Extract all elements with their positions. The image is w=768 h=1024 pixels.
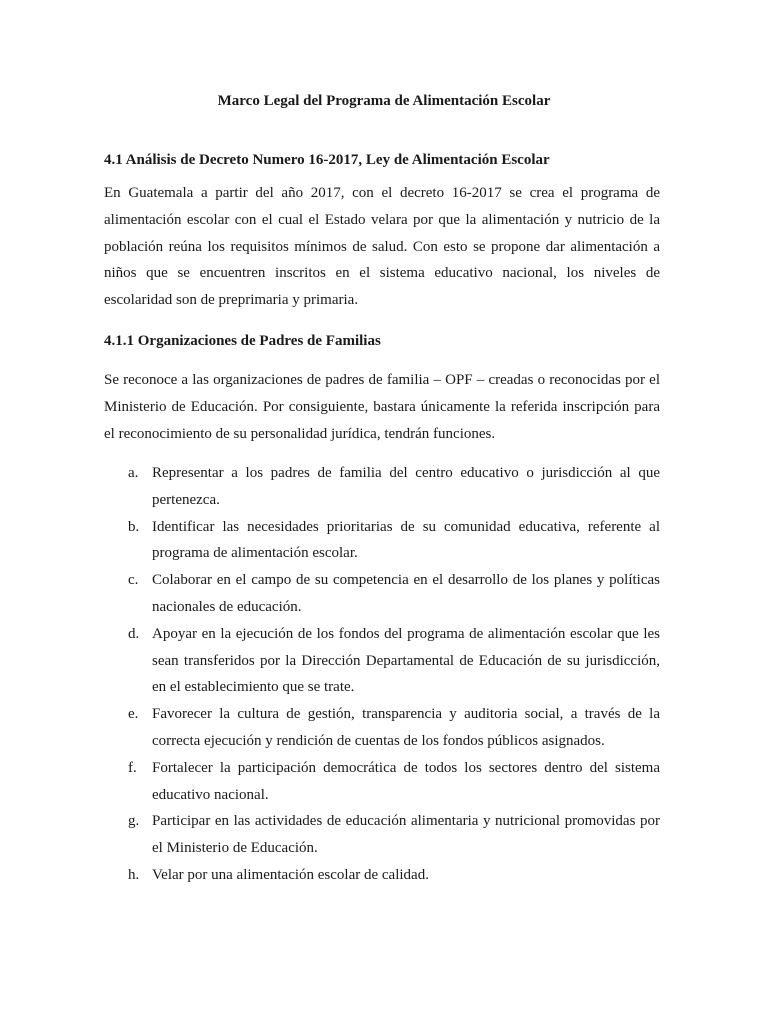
- list-item-text: Apoyar en la ejecución de los fondos del programa de alimentación escolar que les sean transferidos por la Dirección Departamental de Educación de su jurisdicción, en el establecimiento que se trate.: [152, 625, 660, 696]
- list-item: [104, 567, 660, 621]
- list-marker: d.: [128, 625, 140, 642]
- list-marker: a.: [128, 465, 139, 481]
- list-marker: f.: [128, 759, 137, 776]
- list-item: [104, 514, 660, 568]
- list-item: [104, 755, 660, 809]
- list-item: [104, 460, 660, 514]
- list-marker: g.: [128, 813, 140, 830]
- section-4-1-1-paragraph: Se reconoce a las organizaciones de padres de familia – OPF – creadas o reconocidas por el Ministerio de Educación. Por consiguiente, bastara únicamente la referida inscripción para el reconocimiento de su personalidad jurídica, tendrán funciones.: [104, 372, 660, 442]
- section-heading-4-1: 4.1 Análisis de Decreto Numero 16-2017, Ley de Alimentación Escolar: [104, 152, 550, 168]
- list-item-text: Participar en las actividades de educación alimentaria y nutricional promovidas por el Ministerio de Educación.: [152, 813, 660, 857]
- list-item-text: Fortalecer la participación democrática de todos los sectores dentro del sistema educativo nacional.: [152, 759, 660, 803]
- list-item-text: Representar a los padres de familia del centro educativo o jurisdicción al que pertenezca.: [152, 465, 660, 508]
- document-title: Marco Legal del Programa de Alimentación Escolar: [217, 93, 551, 109]
- list-item: [104, 808, 660, 862]
- list-item-text: Favorecer la cultura de gestión, transparencia y auditoria social, a través de la correcta ejecución y rendición de cuentas de los fondos públicos asignados.: [152, 706, 660, 749]
- section-heading-4-1-1: 4.1.1 Organizaciones de Padres de Familias: [104, 333, 381, 349]
- functions-list: [104, 460, 660, 889]
- list-marker: h.: [128, 866, 140, 883]
- list-item-text: Colaborar en el campo de su competencia en el desarrollo de los planes y políticas nacionales de educación.: [152, 572, 660, 615]
- list-marker: b.: [128, 518, 140, 535]
- list-item-text: Velar por una alimentación escolar de calidad.: [152, 866, 429, 883]
- list-item: [104, 621, 660, 701]
- section-4-1-paragraph: En Guatemala a partir del año 2017, con el decreto 16-2017 se crea el programa de alimentación escolar con el cual el Estado velara por que la alimentación y nutricio de la población reúna los requisitos mínimos de salud. Con esto se propone dar alimentación a niños que se encuentren inscritos en el sistema educativo nacional, los niveles de escolaridad son de preprimaria y primaria.: [104, 185, 660, 308]
- list-item: [104, 862, 660, 889]
- list-marker: e.: [128, 706, 139, 723]
- list-marker: c.: [128, 572, 139, 589]
- list-item-text: Identificar las necesidades prioritarias de su comunidad educativa, referente al programa de alimentación escolar.: [152, 518, 660, 562]
- list-item: [104, 701, 660, 755]
